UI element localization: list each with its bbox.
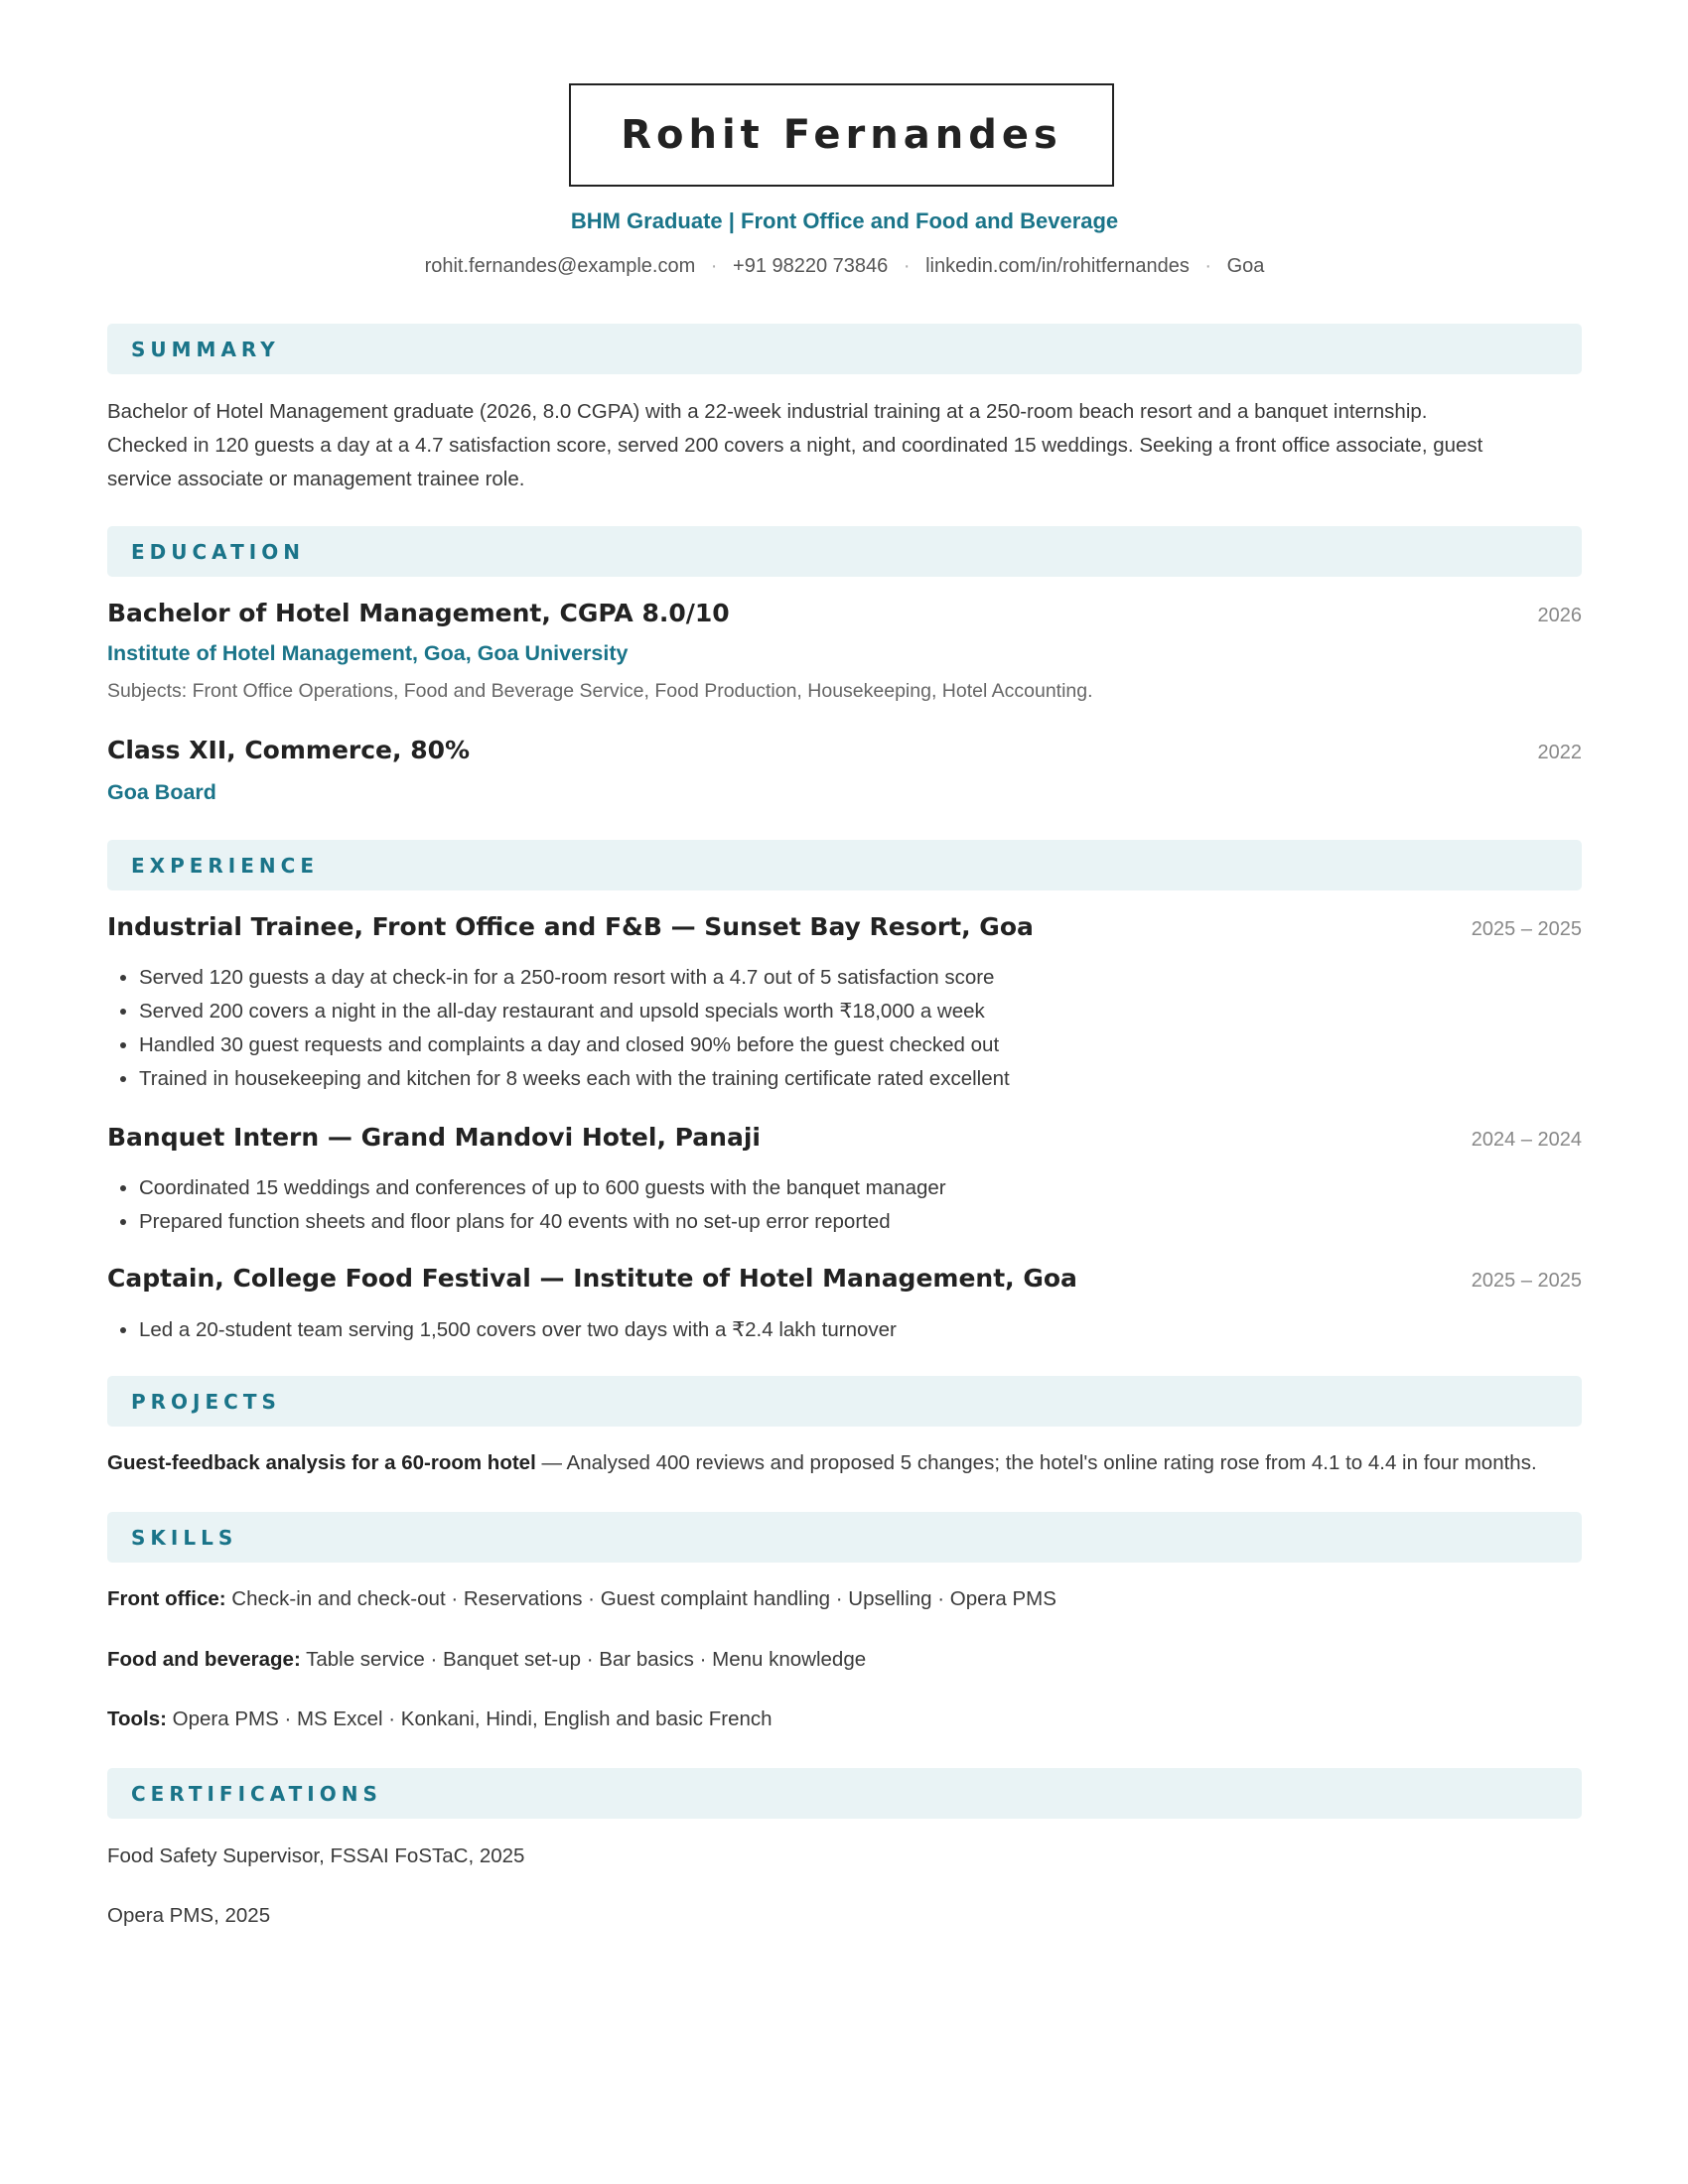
bullet-item: • Led a 20-student team serving 1,500 covers over two days with a ₹2.4 lakh turnover xyxy=(139,1313,897,1347)
bullet-item: • Served 200 covers a night in the all-day restaurant and upsold specials worth ₹18,000 a week xyxy=(139,995,1010,1028)
degree-date: 2022 xyxy=(1537,742,1582,763)
skill-value: Check-in and check-out · Reservations · Guest complaint handling · Upselling · Opera PMS xyxy=(225,1587,1056,1610)
contact-email[interactable]: rohit.fernandes@example.com xyxy=(424,255,696,277)
experience-entry-header xyxy=(107,1123,1582,1152)
institution: Goa Board xyxy=(107,780,216,804)
section-title: SKILLS xyxy=(131,1525,238,1550)
summary-line: service associate or management trainee role. xyxy=(107,468,525,490)
project-name: Guest-feedback analysis for a 60-room hotel xyxy=(107,1451,536,1474)
certifications-section-header xyxy=(107,1768,1582,1819)
summary-line: Bachelor of Hotel Management graduate (2026, 8.0 CGPA) with a 22-week industrial training at a 250-room beach resort and a banquet internship. xyxy=(107,400,1428,423)
bullet-item: • Coordinated 15 weddings and conferences of up to 600 guests with the banquet manager xyxy=(139,1171,946,1205)
degree-title: Class XII, Commerce, 80% xyxy=(107,736,471,764)
job-date: 2025 – 2025 xyxy=(1471,1270,1582,1292)
skill-label: Tools: xyxy=(107,1707,167,1730)
experience-bullets xyxy=(107,1313,897,1347)
contact-line xyxy=(107,255,1582,278)
subjects: Subjects: Front Office Operations, Food and Beverage Service, Food Production, Housekeeping, Hotel Accounting. xyxy=(107,680,1093,702)
skill-line xyxy=(107,1587,1056,1611)
job-title: Banquet Intern — Grand Mandovi Hotel, Panaji xyxy=(107,1123,761,1152)
contact-linkedin[interactable]: linkedin.com/in/rohitfernandes xyxy=(925,255,1190,277)
contact-separator: · xyxy=(1204,255,1212,277)
project-item xyxy=(107,1451,1537,1475)
institution: Institute of Hotel Management, Goa, Goa University xyxy=(107,641,629,665)
certification-item: Food Safety Supervisor, FSSAI FoSTaC, 2025 xyxy=(107,1844,525,1867)
summary-section-header xyxy=(107,324,1582,374)
skill-value: Table service · Banquet set-up · Bar basics · Menu knowledge xyxy=(300,1648,867,1671)
skill-line xyxy=(107,1648,866,1672)
education-section-header xyxy=(107,526,1582,577)
bullet-item: • Prepared function sheets and floor plans for 40 events with no set-up error reported xyxy=(139,1205,946,1239)
degree-date: 2026 xyxy=(1537,605,1582,626)
bullet-item: • Served 120 guests a day at check-in for a 250-room resort with a 4.7 out of 5 satisfaction score xyxy=(139,961,1010,995)
contact-separator: · xyxy=(710,255,718,277)
section-title: EDUCATION xyxy=(131,539,305,564)
contact-phone[interactable]: +91 98220 73846 xyxy=(733,255,889,277)
skill-label: Front office: xyxy=(107,1587,226,1610)
education-entry-header xyxy=(107,736,1582,764)
skills-section-header xyxy=(107,1512,1582,1563)
job-title: Captain, College Food Festival — Institute of Hotel Management, Goa xyxy=(107,1264,1077,1293)
projects-section-header xyxy=(107,1376,1582,1427)
section-title: SUMMARY xyxy=(131,337,280,361)
summary-text xyxy=(107,395,1582,496)
experience-bullets xyxy=(107,1171,946,1239)
summary-line: Checked in 120 guests a day at a 4.7 satisfaction score, served 200 covers a night, and coordinated 15 weddings. Seeking a front office associate, guest xyxy=(107,434,1483,457)
job-title: Industrial Trainee, Front Office and F&B — Sunset Bay Resort, Goa xyxy=(107,912,1034,941)
section-title: PROJECTS xyxy=(131,1389,281,1414)
bullet-item: • Handled 30 guest requests and complaints a day and closed 90% before the guest checked out xyxy=(139,1028,1010,1062)
job-date: 2024 – 2024 xyxy=(1471,1129,1582,1151)
job-date: 2025 – 2025 xyxy=(1471,918,1582,940)
experience-entry-header xyxy=(107,912,1582,941)
bullet-item: • Trained in housekeeping and kitchen for 8 weeks each with the training certificate rated excellent xyxy=(139,1062,1010,1096)
education-entry-header xyxy=(107,599,1582,627)
project-description: — Analysed 400 reviews and proposed 5 changes; the hotel's online rating rose from 4.1 to 4.4 in four months. xyxy=(535,1451,1537,1474)
contact-location: Goa xyxy=(1226,255,1265,277)
skill-value: Opera PMS · MS Excel · Konkani, Hindi, English and basic French xyxy=(166,1707,773,1730)
degree-title: Bachelor of Hotel Management, CGPA 8.0/10 xyxy=(107,599,730,627)
name-box xyxy=(569,83,1114,187)
candidate-name: Rohit Fernandes xyxy=(621,112,1062,158)
skill-line xyxy=(107,1707,773,1731)
certification-item: Opera PMS, 2025 xyxy=(107,1904,271,1927)
section-title: CERTIFICATIONS xyxy=(131,1781,382,1806)
experience-entry-header xyxy=(107,1264,1582,1293)
headline: BHM Graduate | Front Office and Food and Beverage xyxy=(570,208,1119,233)
experience-bullets xyxy=(107,961,1010,1096)
skill-label: Food and beverage: xyxy=(107,1648,301,1671)
contact-separator: · xyxy=(903,255,911,277)
section-title: EXPERIENCE xyxy=(131,853,319,878)
experience-section-header xyxy=(107,840,1582,890)
